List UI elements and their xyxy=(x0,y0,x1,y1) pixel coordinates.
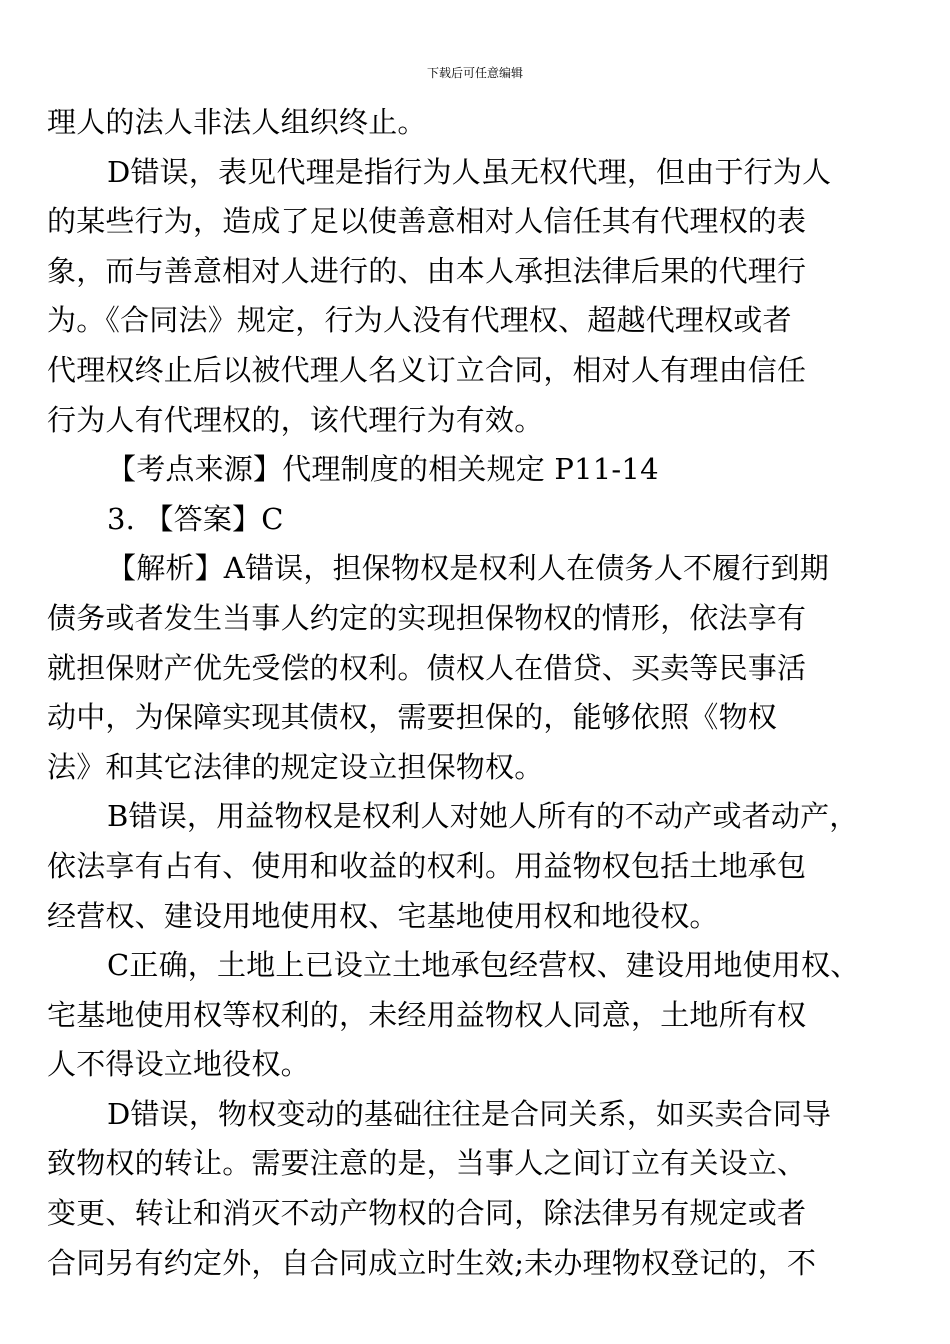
text-line: 依法享有占有、使用和收益的权利。用益物权包括土地承包 xyxy=(47,848,807,883)
text-line: 为。《合同法》规定，行为人没有代理权、超越代理权或者 xyxy=(47,303,792,338)
text-line: 就担保财产优先受偿的权利。债权人在借贷、买卖等民事活 xyxy=(47,650,807,685)
text-line: 经营权、建设用地使用权、宅基地使用权和地役权。 xyxy=(47,898,719,933)
text-line: 理人的法人非法人组织终止。 xyxy=(47,105,427,139)
text-line: 变更、转让和消灭不动产物权的合同，除法律另有规定或者 xyxy=(47,1196,807,1231)
text-line: D错误，物权变动的基础往往是合同关系，如买卖合同导 xyxy=(107,1096,832,1131)
page-header: 下载后可任意编辑 xyxy=(426,66,523,80)
text-line: 人不得设立地役权。 xyxy=(47,1047,310,1082)
text-line: 致物权的转让。需要注意的是，当事人之间订立有关设立、 xyxy=(47,1146,807,1181)
text-line: B错误，用益物权是权利人对她人所有的不动产或者动产， xyxy=(107,799,859,834)
text-line: 的某些行为，造成了足以使善意相对人信任其有代理权的表 xyxy=(47,204,807,239)
answer-line: 3. 【答案】C xyxy=(107,501,284,536)
text-line: 债务或者发生当事人约定的实现担保物权的情形，依法享有 xyxy=(47,600,807,635)
text-line: 动中，为保障实现其债权，需要担保的，能够依照《物权 xyxy=(47,700,778,735)
source-line: 【考点来源】代理制度的相关规定 P11-14 xyxy=(107,452,659,487)
text-line: 法》和其它法律的规定设立担保物权。 xyxy=(47,749,544,784)
text-line: 宅基地使用权等权利的，未经用益物权人同意，土地所有权 xyxy=(47,997,807,1032)
text-line: 象，而与善意相对人进行的、由本人承担法律后果的代理行 xyxy=(47,253,807,288)
text-line: 行为人有代理权的，该代理行为有效。 xyxy=(47,402,544,437)
text-line: 合同另有约定外，自合同成立时生效;未办理物权登记的，不 xyxy=(47,1245,817,1280)
analysis-line: 【解析】A错误，担保物权是权利人在债务人不履行到期 xyxy=(107,551,829,586)
text-line: D错误，表见代理是指行为人虽无权代理，但由于行为人 xyxy=(107,154,832,189)
document-body xyxy=(47,98,915,1288)
text-line: 代理权终止后以被代理人名义订立合同，相对人有理由信任 xyxy=(47,352,807,387)
text-line: C正确，土地上已设立土地承包经营权、建设用地使用权、 xyxy=(107,948,860,983)
